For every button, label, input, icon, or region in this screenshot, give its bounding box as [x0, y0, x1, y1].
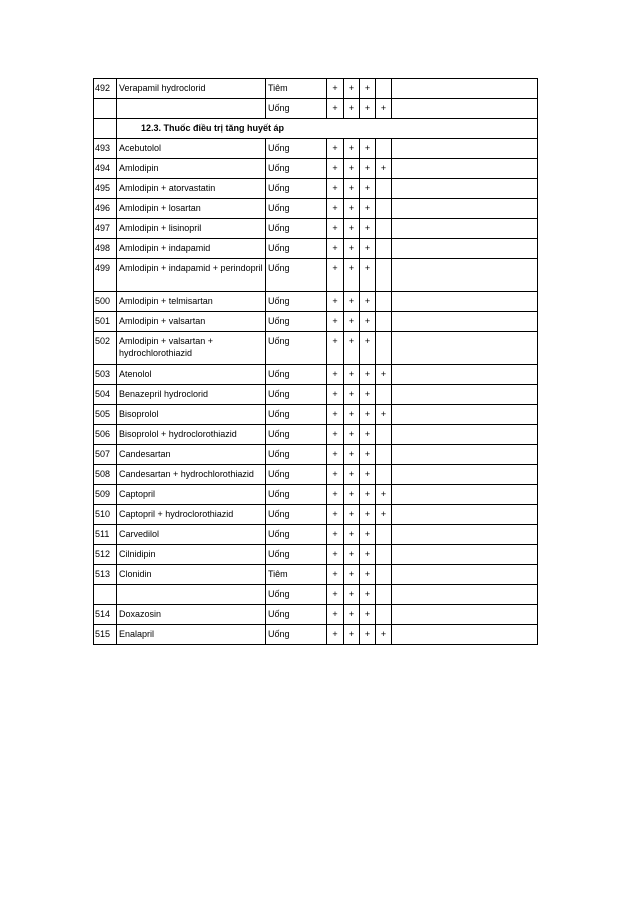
level-4	[376, 585, 392, 605]
note	[392, 312, 538, 332]
level-2: +	[344, 365, 360, 385]
drug-name: Acebutolol	[117, 139, 266, 159]
level-4	[376, 545, 392, 565]
drug-name: Amlodipin + valsartan + hydrochlorothiazid	[117, 332, 266, 365]
level-1: +	[327, 605, 344, 625]
level-3: +	[360, 445, 376, 465]
row-number: 500	[94, 292, 117, 312]
drug-name: Amlodipin + losartan	[117, 199, 266, 219]
note	[392, 179, 538, 199]
level-3: +	[360, 465, 376, 485]
drug-name: Amlodipin + indapamid + perindopril	[117, 259, 266, 292]
level-3: +	[360, 365, 376, 385]
row-number	[94, 99, 117, 119]
row-number: 499	[94, 259, 117, 292]
section-number-cell	[94, 119, 117, 139]
route: Tiêm	[266, 565, 327, 585]
level-3: +	[360, 199, 376, 219]
note	[392, 99, 538, 119]
route: Uống	[266, 425, 327, 445]
note	[392, 219, 538, 239]
route: Uống	[266, 525, 327, 545]
row-number: 503	[94, 365, 117, 385]
note	[392, 79, 538, 99]
drug-name: Captopril + hydroclorothiazid	[117, 505, 266, 525]
level-1: +	[327, 159, 344, 179]
level-1: +	[327, 525, 344, 545]
route: Uống	[266, 259, 327, 292]
row-number: 510	[94, 505, 117, 525]
level-4	[376, 239, 392, 259]
level-4	[376, 332, 392, 365]
level-2: +	[344, 505, 360, 525]
table-row	[94, 465, 538, 485]
note	[392, 425, 538, 445]
table-row	[94, 199, 538, 219]
row-number: 495	[94, 179, 117, 199]
row-number: 505	[94, 405, 117, 425]
table-row	[94, 239, 538, 259]
level-1: +	[327, 585, 344, 605]
route: Uống	[266, 99, 327, 119]
table-row	[94, 425, 538, 445]
level-4	[376, 219, 392, 239]
level-3: +	[360, 585, 376, 605]
level-4: +	[376, 485, 392, 505]
level-3: +	[360, 99, 376, 119]
row-number: 494	[94, 159, 117, 179]
note	[392, 565, 538, 585]
level-3: +	[360, 505, 376, 525]
level-3: +	[360, 219, 376, 239]
table-row	[94, 179, 538, 199]
note	[392, 605, 538, 625]
level-1: +	[327, 332, 344, 365]
level-3: +	[360, 179, 376, 199]
section-row	[94, 119, 538, 139]
level-1: +	[327, 385, 344, 405]
drug-name: Amlodipin + indapamid	[117, 239, 266, 259]
level-3: +	[360, 259, 376, 292]
note	[392, 485, 538, 505]
level-1: +	[327, 292, 344, 312]
note	[392, 159, 538, 179]
level-2: +	[344, 79, 360, 99]
level-1: +	[327, 199, 344, 219]
route: Uống	[266, 139, 327, 159]
drug-name: Candesartan	[117, 445, 266, 465]
note	[392, 239, 538, 259]
row-number: 504	[94, 385, 117, 405]
row-number: 496	[94, 199, 117, 219]
level-3: +	[360, 545, 376, 565]
level-2: +	[344, 585, 360, 605]
note	[392, 505, 538, 525]
level-3: +	[360, 332, 376, 365]
level-2: +	[344, 312, 360, 332]
note	[392, 625, 538, 645]
drug-name: Verapamil hydroclorid	[117, 79, 266, 99]
route: Uống	[266, 219, 327, 239]
table-row	[94, 332, 538, 365]
level-1: +	[327, 179, 344, 199]
note	[392, 405, 538, 425]
note	[392, 332, 538, 365]
level-1: +	[327, 545, 344, 565]
table-row	[94, 405, 538, 425]
level-1: +	[327, 219, 344, 239]
row-number: 501	[94, 312, 117, 332]
level-4	[376, 259, 392, 292]
level-2: +	[344, 465, 360, 485]
table-row	[94, 292, 538, 312]
drug-name: Atenolol	[117, 365, 266, 385]
drug-name	[117, 585, 266, 605]
route: Uống	[266, 385, 327, 405]
route: Uống	[266, 332, 327, 365]
route: Uống	[266, 485, 327, 505]
row-number: 511	[94, 525, 117, 545]
route: Uống	[266, 199, 327, 219]
table-row	[94, 79, 538, 99]
drug-name	[117, 99, 266, 119]
table-row	[94, 259, 538, 292]
note	[392, 525, 538, 545]
level-2: +	[344, 425, 360, 445]
level-4	[376, 525, 392, 545]
route: Uống	[266, 179, 327, 199]
table-row	[94, 365, 538, 385]
note	[392, 259, 538, 292]
route: Uống	[266, 605, 327, 625]
row-number: 506	[94, 425, 117, 445]
level-4	[376, 445, 392, 465]
level-2: +	[344, 605, 360, 625]
row-number: 492	[94, 79, 117, 99]
drug-name: Bisoprolol	[117, 405, 266, 425]
level-4	[376, 292, 392, 312]
level-2: +	[344, 139, 360, 159]
row-number: 515	[94, 625, 117, 645]
row-number: 512	[94, 545, 117, 565]
drug-name: Amlodipin + valsartan	[117, 312, 266, 332]
table-row	[94, 99, 538, 119]
route: Uống	[266, 505, 327, 525]
route: Uống	[266, 239, 327, 259]
drug-name: Amlodipin + atorvastatin	[117, 179, 266, 199]
table-row	[94, 525, 538, 545]
level-2: +	[344, 332, 360, 365]
note	[392, 199, 538, 219]
level-1: +	[327, 405, 344, 425]
level-4: +	[376, 405, 392, 425]
level-4: +	[376, 625, 392, 645]
note	[392, 139, 538, 159]
level-2: +	[344, 625, 360, 645]
level-2: +	[344, 565, 360, 585]
level-2: +	[344, 485, 360, 505]
level-1: +	[327, 79, 344, 99]
table-row	[94, 505, 538, 525]
table-row	[94, 585, 538, 605]
level-4: +	[376, 159, 392, 179]
level-4	[376, 199, 392, 219]
drug-name: Clonidin	[117, 565, 266, 585]
level-1: +	[327, 485, 344, 505]
table-row	[94, 445, 538, 465]
level-3: +	[360, 525, 376, 545]
route: Uống	[266, 312, 327, 332]
level-4	[376, 139, 392, 159]
row-number: 507	[94, 445, 117, 465]
level-3: +	[360, 625, 376, 645]
level-4	[376, 179, 392, 199]
level-4	[376, 79, 392, 99]
table-row	[94, 139, 538, 159]
level-4: +	[376, 505, 392, 525]
level-2: +	[344, 259, 360, 292]
table-row	[94, 385, 538, 405]
level-1: +	[327, 425, 344, 445]
route: Uống	[266, 625, 327, 645]
drug-name: Cilnidipin	[117, 545, 266, 565]
level-3: +	[360, 159, 376, 179]
level-2: +	[344, 179, 360, 199]
route: Uống	[266, 365, 327, 385]
note	[392, 545, 538, 565]
drug-name: Benazepril hydroclorid	[117, 385, 266, 405]
table-row	[94, 312, 538, 332]
level-3: +	[360, 485, 376, 505]
row-number: 508	[94, 465, 117, 485]
drug-name: Doxazosin	[117, 605, 266, 625]
row-number: 502	[94, 332, 117, 365]
row-number: 497	[94, 219, 117, 239]
table-row	[94, 485, 538, 505]
row-number: 509	[94, 485, 117, 505]
level-2: +	[344, 99, 360, 119]
level-1: +	[327, 625, 344, 645]
route: Tiêm	[266, 79, 327, 99]
level-1: +	[327, 239, 344, 259]
level-1: +	[327, 99, 344, 119]
route: Uống	[266, 159, 327, 179]
note	[392, 465, 538, 485]
level-1: +	[327, 312, 344, 332]
level-3: +	[360, 79, 376, 99]
table-row	[94, 545, 538, 565]
route: Uống	[266, 465, 327, 485]
level-2: +	[344, 219, 360, 239]
level-1: +	[327, 565, 344, 585]
note	[392, 385, 538, 405]
note	[392, 445, 538, 465]
drug-name: Carvedilol	[117, 525, 266, 545]
drug-name: Captopril	[117, 485, 266, 505]
level-4	[376, 465, 392, 485]
level-4	[376, 312, 392, 332]
level-2: +	[344, 199, 360, 219]
note	[392, 365, 538, 385]
level-4	[376, 425, 392, 445]
level-3: +	[360, 292, 376, 312]
level-4	[376, 565, 392, 585]
level-2: +	[344, 525, 360, 545]
level-3: +	[360, 425, 376, 445]
row-number: 513	[94, 565, 117, 585]
level-1: +	[327, 445, 344, 465]
table-row	[94, 625, 538, 645]
level-4: +	[376, 99, 392, 119]
level-3: +	[360, 385, 376, 405]
level-4: +	[376, 365, 392, 385]
drug-table	[93, 78, 538, 645]
route: Uống	[266, 405, 327, 425]
level-3: +	[360, 405, 376, 425]
level-2: +	[344, 239, 360, 259]
level-1: +	[327, 505, 344, 525]
row-number	[94, 585, 117, 605]
table-row	[94, 565, 538, 585]
level-3: +	[360, 605, 376, 625]
level-1: +	[327, 465, 344, 485]
level-2: +	[344, 159, 360, 179]
level-2: +	[344, 445, 360, 465]
level-1: +	[327, 365, 344, 385]
level-3: +	[360, 565, 376, 585]
note	[392, 292, 538, 312]
route: Uống	[266, 545, 327, 565]
drug-name: Enalapril	[117, 625, 266, 645]
route: Uống	[266, 292, 327, 312]
level-4	[376, 605, 392, 625]
level-3: +	[360, 239, 376, 259]
level-1: +	[327, 139, 344, 159]
table-row	[94, 159, 538, 179]
drug-name: Amlodipin	[117, 159, 266, 179]
drug-name: Amlodipin + lisinopril	[117, 219, 266, 239]
level-2: +	[344, 545, 360, 565]
drug-name: Amlodipin + telmisartan	[117, 292, 266, 312]
level-2: +	[344, 385, 360, 405]
row-number: 498	[94, 239, 117, 259]
row-number: 514	[94, 605, 117, 625]
level-4	[376, 385, 392, 405]
level-1: +	[327, 259, 344, 292]
level-3: +	[360, 312, 376, 332]
level-2: +	[344, 292, 360, 312]
level-2: +	[344, 405, 360, 425]
route: Uống	[266, 585, 327, 605]
drug-name: Candesartan + hydrochlorothiazid	[117, 465, 266, 485]
row-number: 493	[94, 139, 117, 159]
table-row	[94, 219, 538, 239]
route: Uống	[266, 445, 327, 465]
note	[392, 585, 538, 605]
drug-name: Bisoprolol + hydroclorothiazid	[117, 425, 266, 445]
section-title: 12.3. Thuốc điều trị tăng huyết áp	[117, 119, 538, 139]
table-row	[94, 605, 538, 625]
level-3: +	[360, 139, 376, 159]
